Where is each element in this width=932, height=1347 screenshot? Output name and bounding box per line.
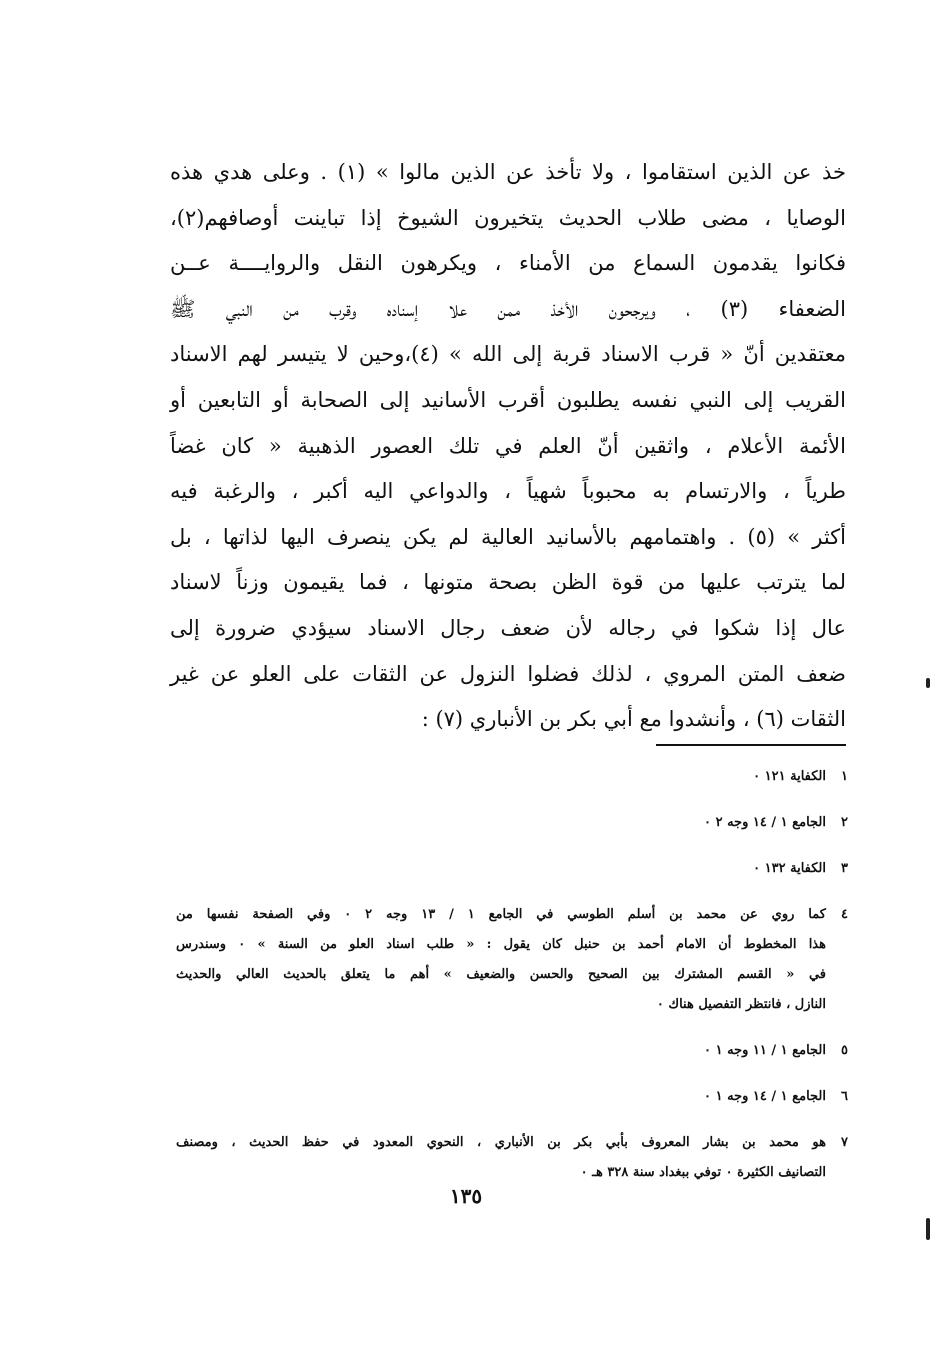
body-line: الوصايا ، مضى طلاب الحديث يتخيرون الشيوخ إذا تباينت أوصافهم(٢)، [170,205,846,230]
footnote-number: ٥ [841,1043,848,1058]
body-line: الثقات (٦) ، وأنشدوا مع أبي بكر بن الأنباري (٧) : [421,707,846,732]
footnotes [176,762,848,1204]
footnote-line: التصانيف الكثيرة ٠ توفي ببغداد سنة ٣٢٨ هـ ٠ [580,1165,826,1180]
footnote-line: الكفاية ١٣٢ ٠ [753,861,826,876]
body-line: لما يترتب عليها من قوة الظن بصحة متونها ، فما يقيمون وزناً لاسناد [170,570,846,595]
footnote-item [176,854,848,884]
footnote-number: ١ [841,769,848,784]
footnote-text [176,900,826,1020]
scan-margin-mark [926,1218,930,1240]
footnote-text [176,1082,826,1112]
footnote-line: كما روي عن محمد بن أسلم الطوسي في الجامع ١ / ١٣ وجه ٢ ٠ وفي الصفحة نفسها من [176,907,826,922]
footnote-line: هو محمد بن بشار المعروف بأبي بكر بن الأنباري ، النحوي المعدود في حفظ الحديث ، ومصنف [176,1135,826,1150]
footnote-number: ٧ [841,1135,848,1150]
footnote-line: في « القسم المشترك بين الصحيح والحسن والضعيف » أهم ما يتعلق بالحديث العالي والحديث [176,967,826,982]
body-line: أكثر » (٥) . واهتمامهم بالأسانيد العالية لم يكن ينصرف اليها لذاتها ، بل [170,524,846,549]
body-line: طرياً ، والارتسام به محبوباً شهياً ، والدواعي اليه أكبر ، والرغبة فيه [170,479,846,504]
page-number: ١٣٥ [449,1184,483,1208]
footnote-item [176,1036,848,1066]
footnote-line: الجامع ١ / ١٤ وجه ١ ٠ [704,1089,826,1104]
footnote-text [176,1128,826,1188]
footnote-number: ٤ [841,907,848,922]
footnote-item [176,808,848,838]
footnote-line: الجامع ١ / ١١ وجه ١ ٠ [704,1043,826,1058]
footnote-number: ٣ [841,861,848,876]
footnote-text [176,1036,826,1066]
body-line: الضعفاء (٣) ، ويرجحون الأخذ ممن علا إسناده وقرب من النبي ﷺ [170,296,846,321]
body-line: ضعف المتن المروي ، لذلك فضلوا النزول عن الثقات على العلو عن غير [170,661,846,686]
footnote-item [176,762,848,792]
body-line: الأئمة الأعلام ، واثقين أنّ العلم في تلك العصور الذهبية « كان غضاً [170,433,846,458]
footnote-line: النازل ، فانتظر التفصيل هناك ٠ [656,997,826,1012]
footnote-text [176,854,826,884]
body-text [170,150,846,743]
footnote-item [176,1082,848,1112]
footnote-line: الجامع ١ / ١٤ وجه ٢ ٠ [704,815,826,830]
body-line: القريب إلى النبي نفسه يطلبون أقرب الأسانيد إلى الصحابة أو التابعين أو [170,387,846,412]
body-line: عال إذا شكوا في رجاله لأن ضعف رجال الاسناد سيؤدي ضرورة إلى [170,615,846,640]
body-line: خذ عن الذين استقاموا ، ولا تأخذ عن الذين مالوا » (١) . وعلى هدي هذه [170,160,846,184]
footnote-text [176,762,826,792]
footnote-number: ٢ [841,815,848,830]
footnote-line: هذا المخطوط أن الامام أحمد بن حنبل كان يقول : « طلب اسناد العلو من السنة » ٠ وسندرس [176,937,826,952]
footnote-separator [656,744,846,746]
footnote-item [176,900,848,1020]
body-line: فكانوا يقدمون السماع من الأمناء ، ويكرهون النقل والروايــــة عــن [170,251,846,276]
footnote-number: ٦ [841,1089,848,1104]
body-line: معتقدين أنّ « قرب الاسناد قربة إلى الله » (٤)،وحين لا يتيسر لهم الاسناد [170,342,847,367]
footnote-text [176,808,826,838]
scan-margin-mark [926,678,930,688]
footnote-item [176,1128,848,1188]
footnote-line: الكفاية ١٢١ ٠ [753,769,826,784]
